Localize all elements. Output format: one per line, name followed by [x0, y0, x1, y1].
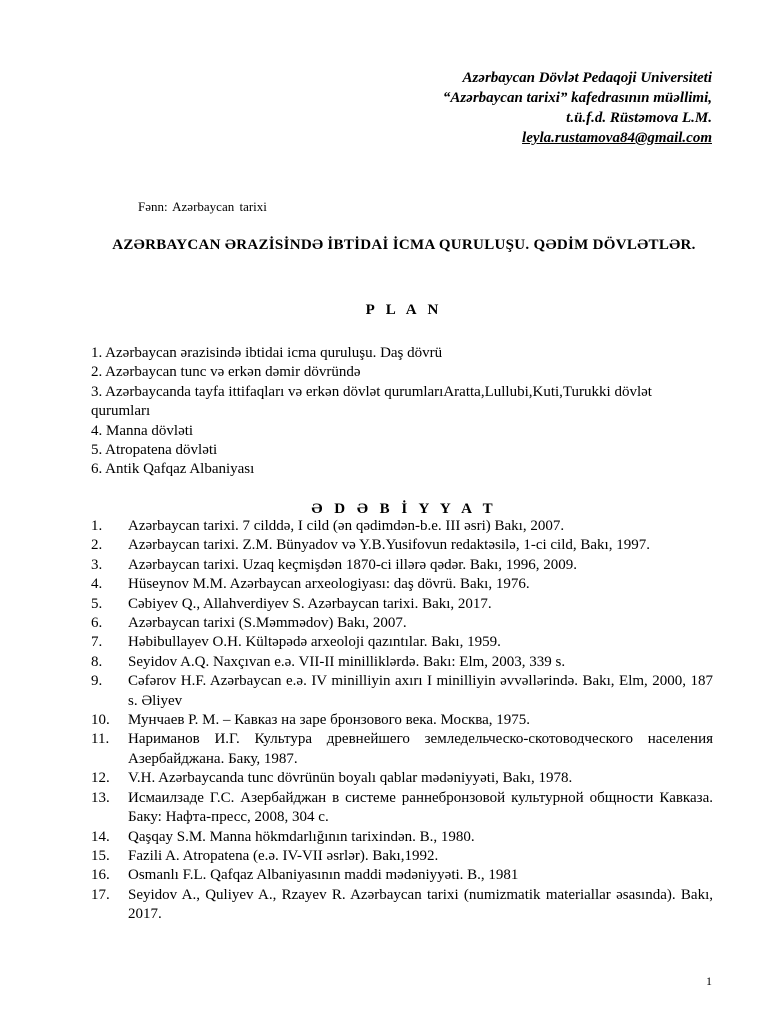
author-email-link[interactable]: leyla.rustamova84@gmail.com: [522, 130, 712, 146]
literature-item-number: 13.: [91, 789, 110, 806]
literature-item-number: 3.: [91, 556, 103, 573]
literature-item-text: Azərbaycan tarixi (S.Məmmədov) Bakı, 2007.: [128, 615, 407, 632]
literature-item-text: Həbibullayev O.H. Kültəpədə arxeoloji qazıntılar. Bakı, 1959.: [128, 634, 501, 651]
literature-item: [91, 556, 713, 575]
literature-item: [91, 614, 713, 633]
literature-item: [91, 886, 713, 925]
literature-item: [91, 769, 713, 788]
literature-item-text: Azərbaycan tarixi. Z.M. Bünyadov və Y.B.Yusifovun redaktəsilə, 1-ci cild, Bakı, 1997.: [128, 537, 650, 554]
literature-item-text: V.H. Azərbaycanda tunc dövrünün boyalı qablar mədəniyyəti, Bakı, 1978.: [128, 770, 573, 787]
literature-item-text: Azərbaycan tarixi. 7 cilddə, I cild (ən qədimdən-b.e. III əsri) Bakı, 2007.: [128, 518, 565, 534]
literature-item-text: Cəfərov H.F. Azərbaycan e.ə. IV minilliyin axırı I minilliyin əvvəllərində. Bakı, Elm, 2000, 187 s. Əliyev: [128, 673, 713, 709]
page-number: 1: [706, 974, 712, 988]
literature-item: [91, 575, 713, 594]
literature-item-text: Fazili A. Atropatena (e.ə. IV-VII əsrlər). Bakı,1992.: [128, 847, 439, 864]
literature-item-number: 14.: [91, 828, 110, 845]
literature-item-number: 5.: [91, 595, 103, 612]
literature-item-number: 1.: [91, 518, 103, 534]
literature-item-text: Нариманов И.Г. Культура древнейшего земледельческо-скотоводческого населения Азербайджана. Баку, 1987.: [128, 731, 713, 767]
plan-item: 3. Azərbaycanda tayfa ittifaqları və erkən dövlət qurumlarıAratta,Lullubi,Kuti,Turukki dövlət qurumları: [91, 383, 652, 420]
literature-item-number: 9.: [91, 673, 103, 690]
literature-item-number: 12.: [91, 770, 110, 787]
literature-item: [91, 711, 713, 730]
plan-list: [91, 344, 711, 480]
author-university: Azərbaycan Dövlət Pedaqoji Universiteti: [462, 70, 712, 86]
literature-item-number: 10.: [91, 712, 110, 729]
plan-heading: P L A N: [365, 302, 443, 318]
plan-item: 1. Azərbaycan ərazisində ibtidai icma quruluşu. Daş dövrü: [91, 345, 443, 361]
literature-list: [91, 517, 713, 925]
literature-item-text: Azərbaycan tarixi. Uzaq keçmişdən 1870-ci illərə qədər. Bakı, 1996, 2009.: [128, 556, 578, 573]
literature-item-text: Seyidov A., Quliyev A., Rzayev R. Azərbaycan tarixi (numizmatik materiallar əsasında). Bakı, 2017.: [128, 886, 713, 923]
author-department: “Azərbaycan tarixi” kafedrasının müəllimi,: [442, 90, 712, 106]
author-name: t.ü.f.d. Rüstəmova L.M.: [566, 110, 712, 126]
literature-item: [91, 517, 713, 536]
literature-item-number: 8.: [91, 653, 103, 670]
literature-item: [91, 595, 713, 614]
literature-item-number: 17.: [91, 886, 110, 903]
subject-line: Fənn: Azərbaycan tarixi: [138, 199, 267, 214]
literature-item-text: Hüseynov M.M. Azərbaycan arxeologiyası: daş dövrü. Bakı, 1976.: [128, 576, 530, 593]
plan-item: 6. Antik Qafqaz Albaniyası: [91, 461, 255, 478]
author-block: [443, 68, 712, 148]
literature-item-number: 11.: [91, 731, 110, 748]
literature-item-number: 15.: [91, 847, 110, 864]
literature-item-number: 6.: [91, 615, 103, 632]
plan-item: 4. Manna dövləti: [91, 422, 194, 439]
literature-item: [91, 789, 713, 828]
literature-item-number: 2.: [91, 537, 103, 554]
literature-item-text: Osmanlı F.L. Qafqaz Albaniyasının maddi mədəniyyəti. B., 1981: [128, 867, 519, 884]
literature-item-text: Seyidov A.Q. Naxçıvan e.ə. VII-II minilliklərdə. Bakı: Elm, 2003, 339 s.: [128, 653, 566, 670]
literature-item: [91, 653, 713, 672]
literature-item: [91, 672, 713, 711]
plan-item: 5. Atropatena dövləti: [91, 442, 218, 459]
literature-item-text: Cəbiyev Q., Allahverdiyev S. Azərbaycan tarixi. Bakı, 2017.: [128, 595, 492, 612]
literature-heading: Ə D Ə B İ Y Y A T: [311, 501, 497, 517]
literature-item-text: Исмаилзаде Г.С. Азербайджан в системе раннебронзовой культурной общности Кавказа. Баку: Нафта-пресс, 2008, 304 с.: [128, 789, 713, 826]
literature-item: [91, 633, 713, 652]
literature-item: [91, 847, 713, 866]
literature-item-text: Qaşqay S.M. Manna hökmdarlığının tarixindən. B., 1980.: [128, 828, 475, 845]
literature-item-number: 4.: [91, 576, 103, 593]
literature-item-text: Мунчаев Р. М. – Кавказ на заре бронзового века. Москва, 1975.: [128, 712, 531, 729]
literature-item: [91, 536, 713, 555]
literature-item-number: 16.: [91, 867, 110, 884]
literature-item: [91, 866, 713, 885]
literature-item-number: 7.: [91, 634, 103, 651]
literature-item: [91, 828, 713, 847]
literature-item: [91, 730, 713, 769]
document-title: AZƏRBAYCAN ƏRAZİSİNDƏ İBTİDAİ İCMA QURULUŞU. QƏDİM DÖVLƏTLƏR.: [112, 237, 696, 253]
plan-item: 2. Azərbaycan tunc və erkən dəmir dövründə: [91, 364, 361, 381]
